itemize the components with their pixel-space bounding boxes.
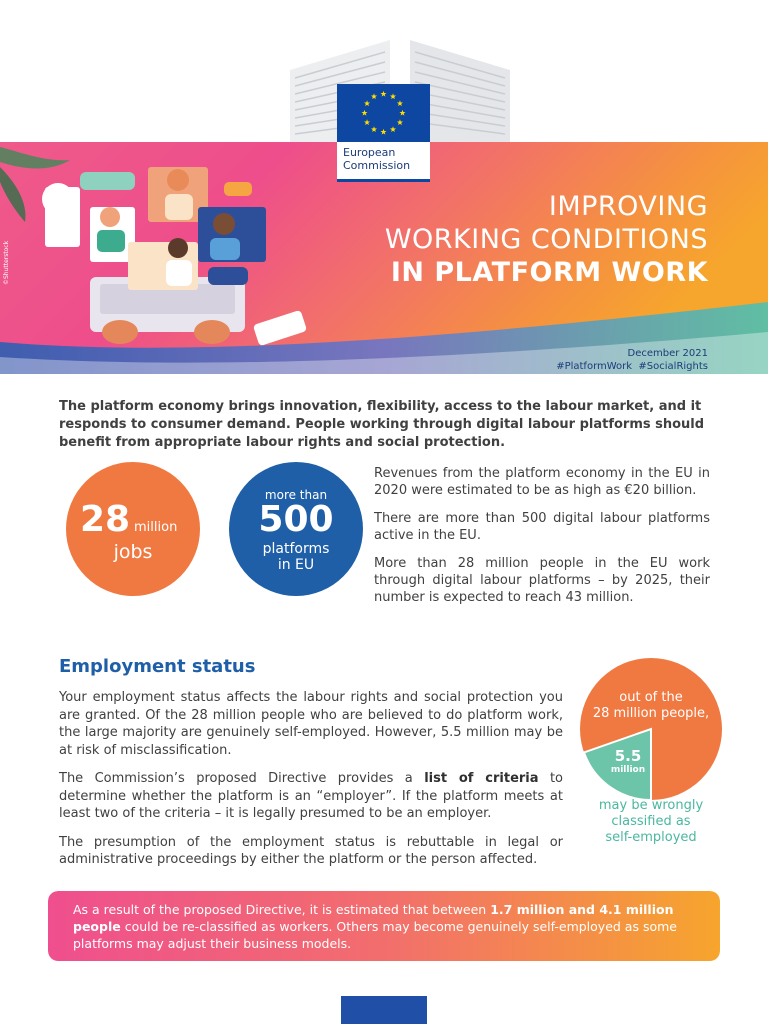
logo-underline — [337, 179, 430, 182]
employment-paragraph-1: Your employment status affects the labour rights and social protection you are granted. Of the 28 million people who are believed to do platform work, the large majority are genuinely self-employed. However, 5.5 million may be at risk of misclassification. — [59, 690, 563, 758]
employment-paragraph-2 — [59, 770, 563, 823]
fact-people: More than 28 million people in the EU work through digital labour platforms – by 2025, their number is expected to reach 43 million. — [374, 556, 710, 605]
pie-slice-unit: million — [610, 765, 646, 775]
page-title — [385, 190, 708, 289]
pie-caption-line2: classified as — [611, 814, 691, 829]
date-block — [556, 347, 708, 373]
pie-label — [580, 690, 722, 722]
pie-slice-label — [603, 748, 653, 775]
fact-revenue: Revenues from the platform economy in the EU in 2020 were estimated to be as high as €20 billion. — [374, 466, 710, 498]
publication-date: December 2021 — [627, 348, 708, 359]
employment-status-heading: Employment status — [59, 656, 256, 677]
employment-paragraph-3: The presumption of the employment status is rebuttable in legal or administrative proceedings by either the platform or the person affected. — [59, 834, 563, 867]
fact-platforms: There are more than 500 digital labour platforms active in the EU. — [374, 511, 710, 543]
hashtags: #PlatformWork #SocialRights — [556, 361, 708, 372]
title-line1: IMPROVING — [548, 191, 708, 222]
result-text-before: As a result of the proposed Directive, it is estimated that between — [73, 902, 491, 917]
p2-text-before: The Commission’s proposed Directive provides a — [59, 771, 425, 786]
list-of-criteria: list of criteria — [424, 771, 539, 786]
platforms-stat-circle — [229, 462, 363, 596]
facts-list — [374, 465, 710, 617]
pie-label-line1: out of the — [619, 690, 683, 705]
european-commission-logo — [337, 84, 430, 182]
title-line3: IN PLATFORM WORK — [390, 257, 708, 288]
platforms-label2: in EU — [277, 557, 315, 573]
p2-text-after: to determine whether the platform is an “employer”. If the platform meets at least two of the criteria – it is legally presumed to be an employer. — [59, 771, 564, 821]
pie-caption — [580, 798, 722, 846]
jobs-unit: million — [134, 520, 178, 535]
pie-slice-number: 5.5 — [614, 747, 642, 765]
intro-paragraph: The platform economy brings innovation, flexibility, access to the labour market, and it responds to consumer demand. People working through digital labour platforms should benefit from appropriate labour rights and social protection. — [59, 399, 705, 450]
platforms-prefix: more than — [264, 488, 328, 502]
employment-body — [59, 689, 563, 880]
org-name-line1: European — [343, 146, 396, 159]
result-text-after: could be re-classified as workers. Others may become genuinely self-employed as some platforms may adjust their business models. — [73, 919, 677, 951]
jobs-stat-circle — [66, 462, 200, 596]
pie-caption-line3: self-employed — [605, 830, 697, 845]
jobs-number: 28 — [80, 499, 131, 540]
title-line2: WORKING CONDITIONS — [384, 224, 708, 255]
result-highlight-number: 1.7 million and 4.1 million people — [73, 902, 674, 934]
footer-bar — [341, 996, 427, 1024]
platforms-number: 500 — [258, 499, 334, 540]
jobs-label: jobs — [113, 541, 153, 563]
pie-label-line2: 28 million people, — [592, 706, 710, 721]
misclassification-pie — [580, 658, 722, 800]
org-name-line2: Commission — [343, 159, 411, 172]
pie-caption-line1: may be wrongly — [598, 798, 704, 813]
eu-flag-icon — [337, 84, 430, 142]
image-credit: ©Shutterstock — [3, 240, 10, 285]
result-text — [73, 901, 713, 952]
platforms-label1: platforms — [262, 541, 330, 557]
